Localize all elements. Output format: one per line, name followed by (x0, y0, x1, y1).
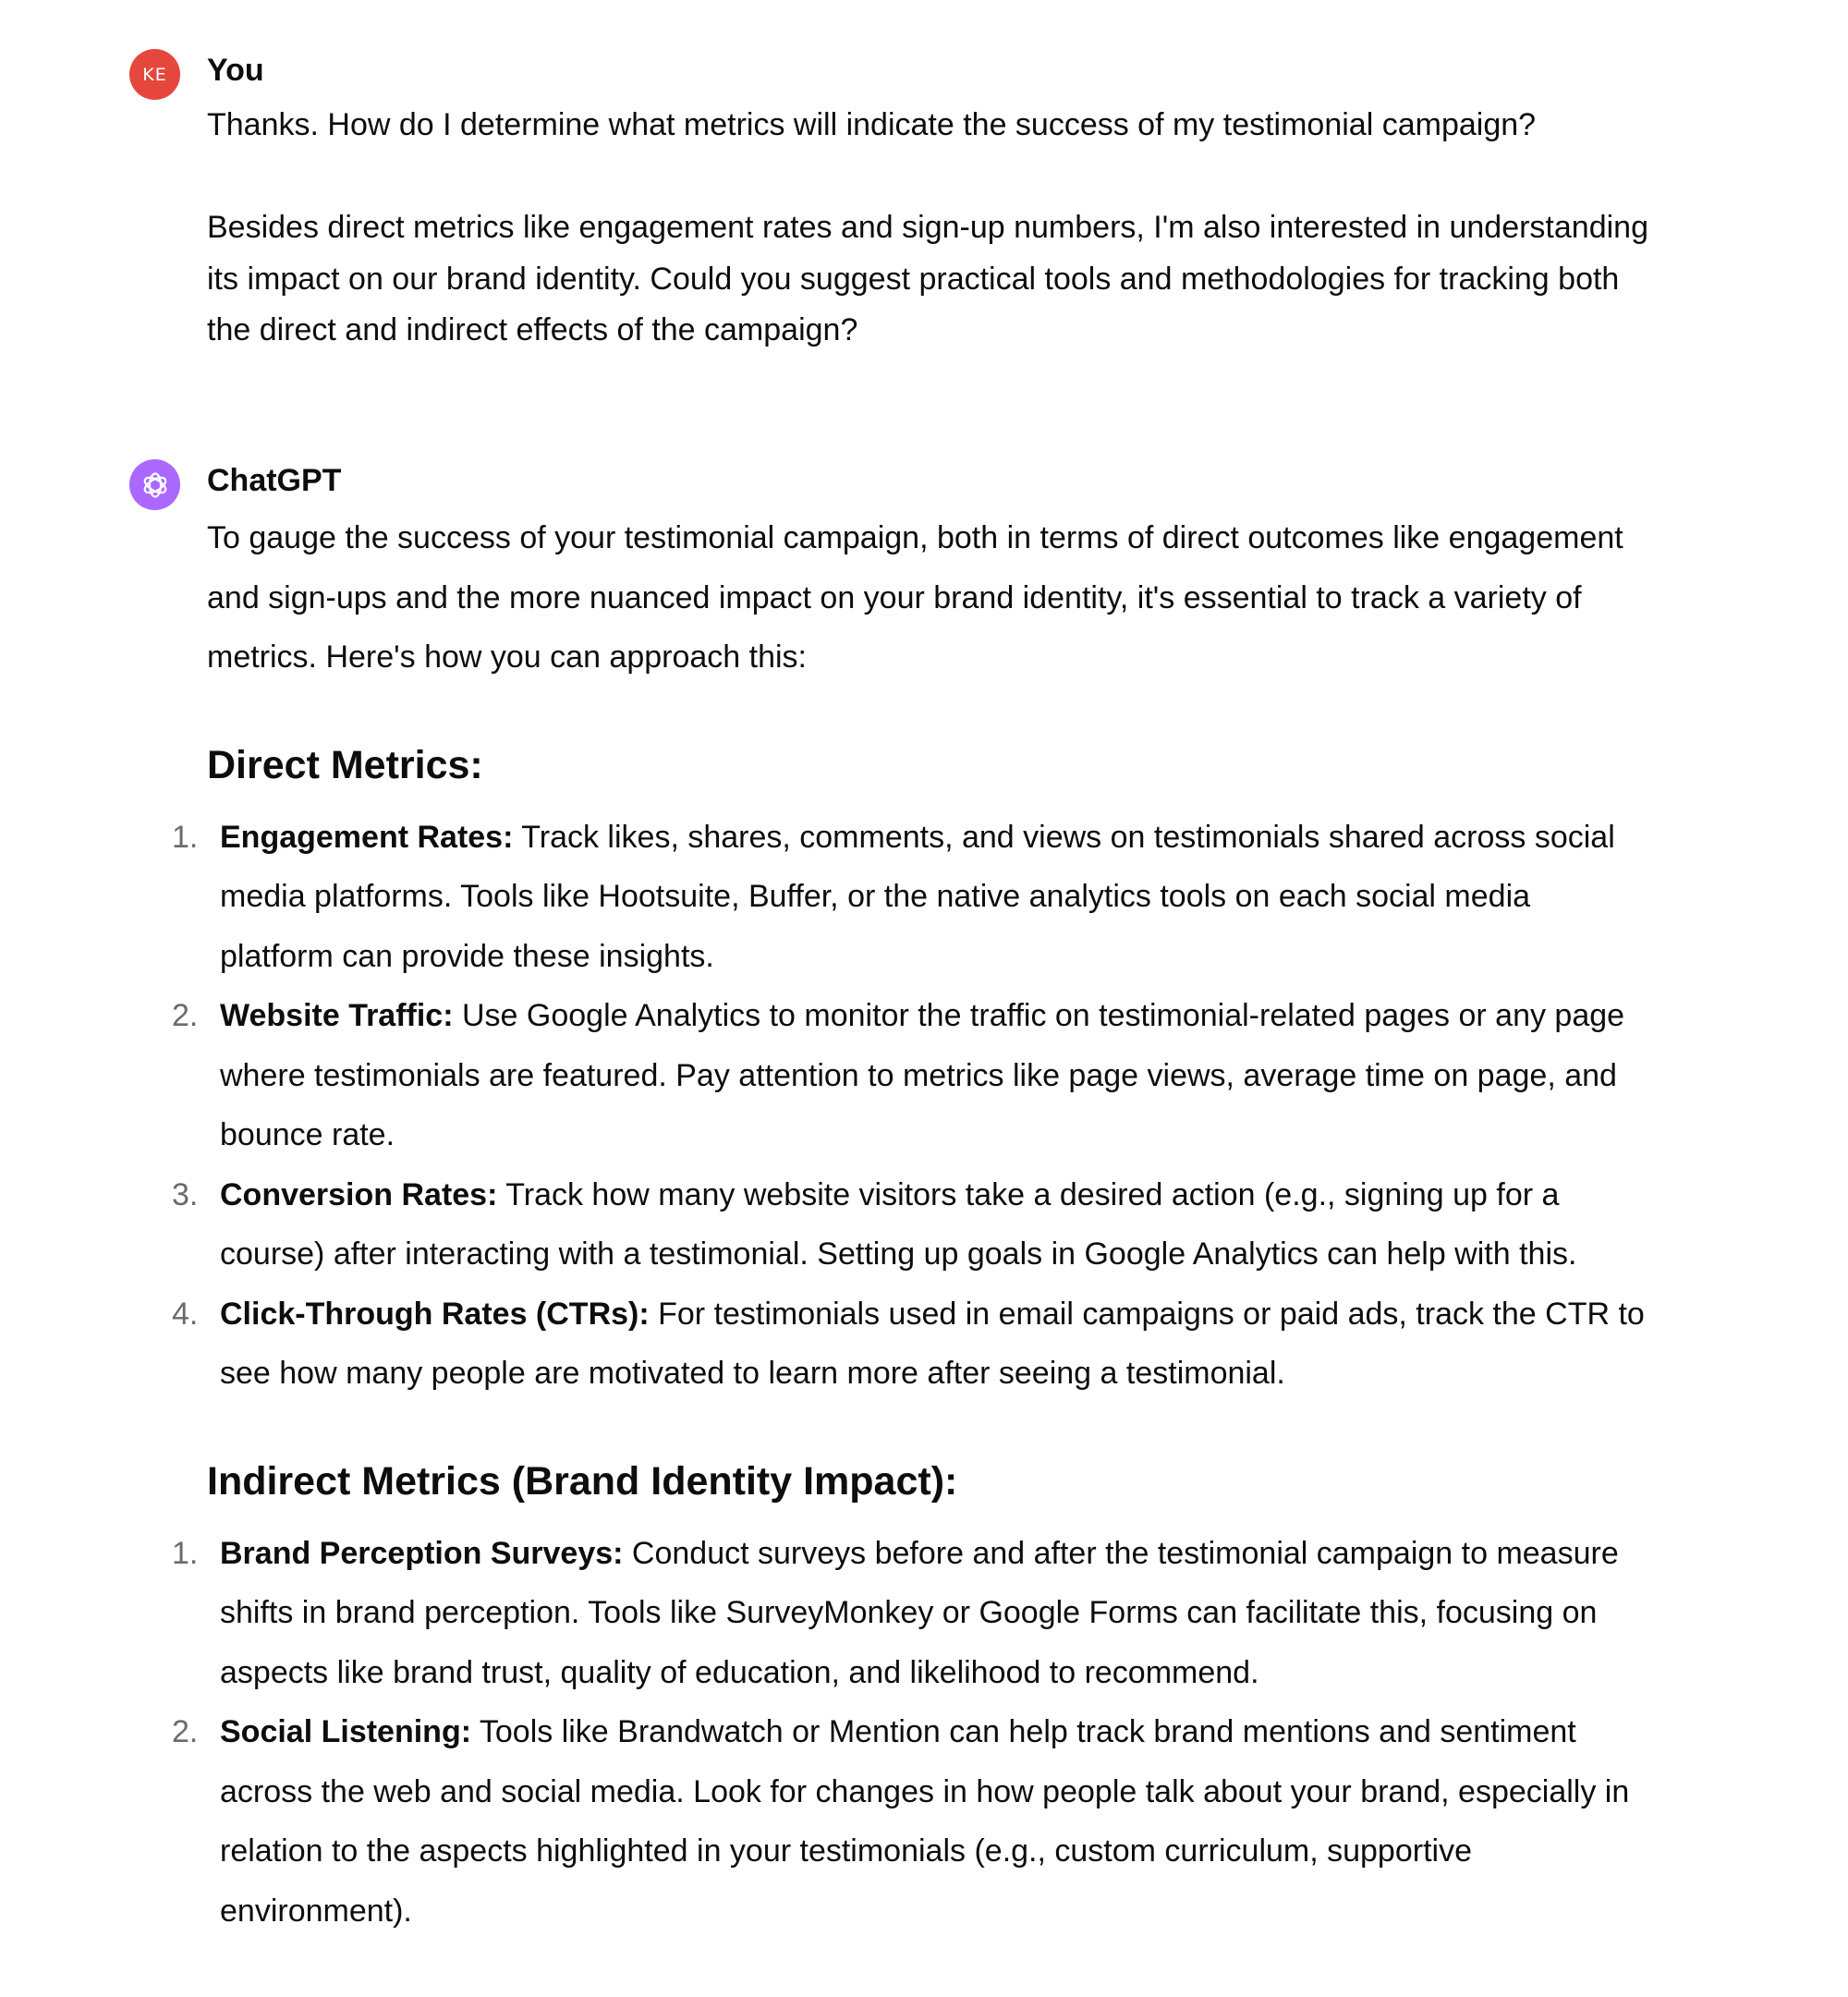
user-avatar (129, 49, 180, 100)
list-item-number: 1. (172, 1535, 199, 1571)
assistant-message-body (172, 508, 1648, 1941)
list-item-title: Brand Perception Surveys: (220, 1535, 624, 1571)
assistant-message-header (129, 455, 1700, 508)
list-item-text: Track how many website visitors take a desired action (e.g., signing up for a course) after interacting with a testimonial. Setting up goals in Google Analytics can help with this. (220, 1176, 1577, 1272)
list-item-number: 4. (172, 1296, 199, 1332)
list-item-text: Use Google Analytics to monitor the traffic on testimonial-related pages or any page where testimonials are featured. Pay attention to metrics like page views, average time on page, and bounce rate. (220, 998, 1625, 1152)
user-author-name: You (207, 53, 264, 88)
list-item-title: Conversion Rates: (220, 1176, 498, 1212)
list-item-number: 1. (172, 819, 199, 855)
section-heading-indirect-metrics: Indirect Metrics (Brand Identity Impact): (207, 1458, 958, 1504)
list-item (172, 1524, 1648, 1703)
section-heading-direct-metrics: Direct Metrics: (207, 742, 483, 787)
list-item-text: For testimonials used in email campaigns or paid ads, track the CTR to see how many people are motivated to learn more after seeing a testimonial. (220, 1296, 1645, 1391)
user-message-paragraph: Thanks. How do I determine what metrics will indicate the success of my testimonial campaign? (207, 107, 1537, 142)
assistant-author-name: ChatGPT (207, 463, 342, 498)
list-item-title: Website Traffic: (220, 998, 454, 1033)
list-item (172, 1285, 1648, 1404)
list-item (172, 1702, 1648, 1941)
list-item-text: Tools like Brandwatch or Mention can help track brand mentions and sentiment across the web and social media. Look for changes in how people talk about your brand, especially in relation to the aspects highlighted in your testimonials (e.g., custom curriculum, supportive environment). (220, 1714, 1630, 1929)
list-item-title: Click-Through Rates (CTRs): (220, 1296, 650, 1332)
list-item (172, 808, 1648, 987)
indirect-metrics-list (172, 1524, 1648, 1942)
list-item (172, 1165, 1648, 1285)
list-item-number: 2. (172, 998, 199, 1033)
user-avatar-initials: KE (142, 64, 167, 85)
direct-metrics-list (172, 808, 1648, 1404)
assistant-message (129, 455, 1700, 1941)
user-message (129, 44, 1700, 357)
user-message-body (207, 100, 1648, 357)
assistant-intro-paragraph: To gauge the success of your testimonial campaign, both in terms of direct outcomes like engagement and sign-ups and the more nuanced impact on your brand identity, it's essential to track a variety of metrics. Here's how you can approach this: (207, 520, 1623, 675)
user-message-header (129, 44, 1700, 100)
list-item (172, 986, 1648, 1165)
list-item-number: 3. (172, 1176, 199, 1212)
assistant-avatar (129, 459, 180, 510)
list-item-number: 2. (172, 1714, 199, 1749)
list-item-text: Track likes, shares, comments, and views on testimonials shared across social media platforms. Tools like Hootsuite, Buffer, or the native analytics tools on each social media platform can provide these insights. (220, 819, 1615, 974)
user-message-paragraph: Besides direct metrics like engagement rates and sign-up numbers, I'm also interested in understanding its impact on our brand identity. Could you suggest practical tools and methodologies for tracking both the direct and indirect effects of the campaign? (207, 210, 1648, 347)
openai-logo-icon (140, 469, 171, 501)
list-item-title: Engagement Rates: (220, 819, 514, 855)
list-item-text: Conduct surveys before and after the testimonial campaign to measure shifts in brand perception. Tools like SurveyMonkey or Google Forms can facilitate this, focusing on aspects like brand trust, quality of education, and likelihood to recommend. (220, 1535, 1619, 1690)
list-item-title: Social Listening: (220, 1714, 472, 1749)
